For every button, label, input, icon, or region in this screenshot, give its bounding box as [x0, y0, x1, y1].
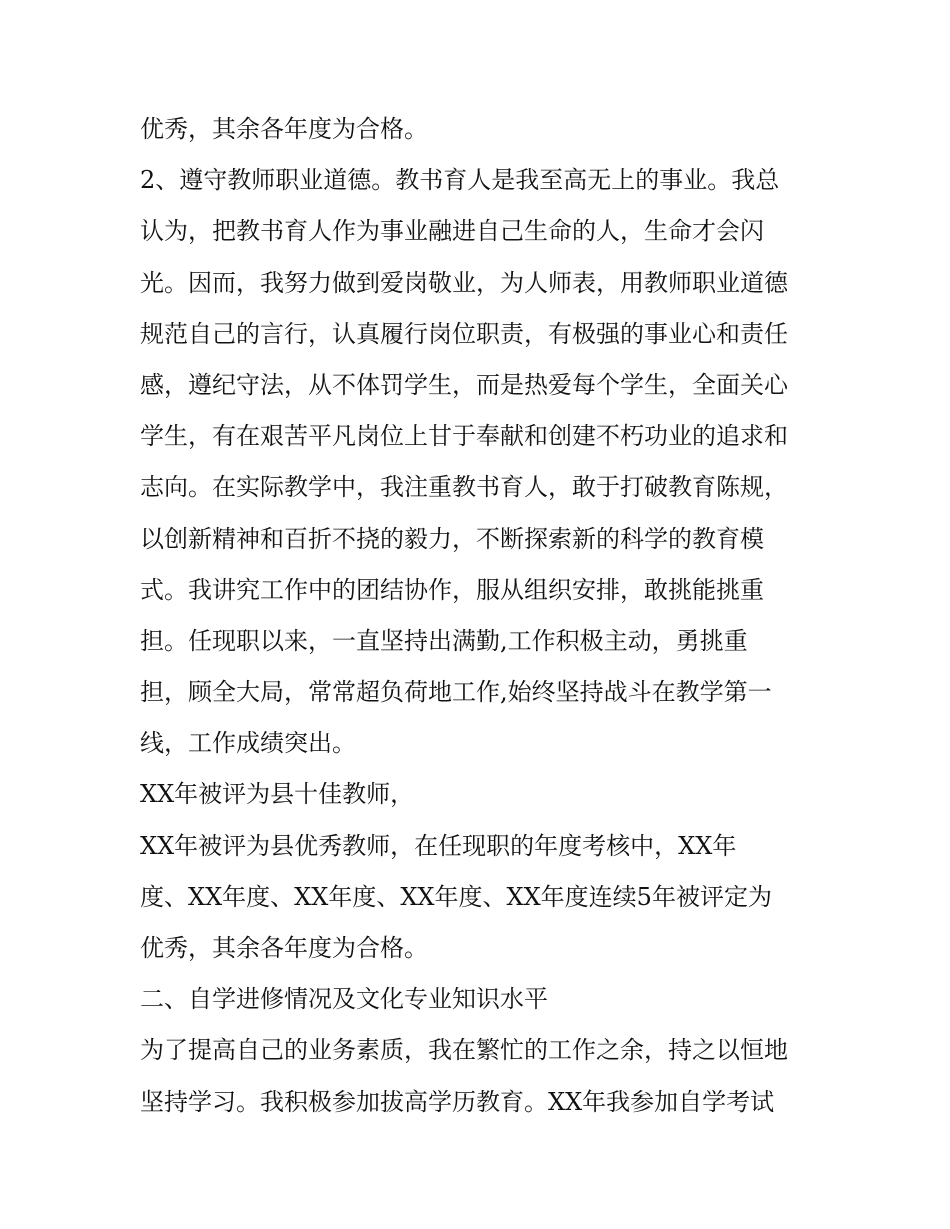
text-line: 志向。在实际教学中，我注重教书育人，敢于打破教育陈规， [140, 473, 788, 502]
text-line: 认为，把教书育人作为事业融进自己生命的人，生命才会闪 [140, 217, 764, 246]
text-line: 学生，有在艰苦平凡岗位上甘于奉献和创建不朽功业的追求和 [140, 422, 788, 451]
text-line: 优秀，其余各年度为合格。 [140, 934, 428, 962]
text-line: 坚持学习。我积极参加拔高学历教育。XX年我参加自学考试 [140, 1087, 775, 1116]
text-line: 感，遵纪守法，从不体罚学生，而是热爱每个学生，全面关心 [140, 370, 788, 399]
text-line: 规范自己的言行，认真履行岗位职责，有极强的事业心和责任 [140, 319, 788, 348]
text-line: 以创新精神和百折不挠的毅力，不断探索新的科学的教育模 [140, 524, 764, 553]
text-line: 度、XX年度、XX年度、XX年度、XX年度连续5年被评定为 [140, 882, 772, 911]
document-body [140, 104, 830, 1128]
text-line: 担。任现职以来，一直坚持出满勤,工作积极主动，勇挑重 [140, 626, 748, 655]
text-line: 为了提高自己的业务素质，我在繁忙的工作之余，持之以恒地 [140, 1036, 788, 1065]
text-line: 线，工作成绩突出。 [140, 729, 356, 758]
text-line: 担，顾全大局，常常超负荷地工作,始终坚持战斗在教学第一 [140, 678, 772, 707]
text-line: XX年被评为县十佳教师， [140, 780, 415, 809]
text-line: XX年被评为县优秀教师，在任现职的年度考核中，XX年 [140, 831, 737, 860]
text-line: 光。因而，我努力做到爱岗敬业，为人师表，用教师职业道德 [140, 268, 788, 297]
text-line: 式。我讲究工作中的团结协作，服从组织安排，敢挑能挑重 [140, 575, 764, 604]
text-line: 2、遵守教师职业道德。教书育人是我至高无上的事业。我总 [140, 166, 780, 195]
section-heading: 二、自学进修情况及文化专业知识水平 [140, 985, 548, 1014]
text-line: 优秀，其余各年度为合格。 [140, 115, 428, 143]
